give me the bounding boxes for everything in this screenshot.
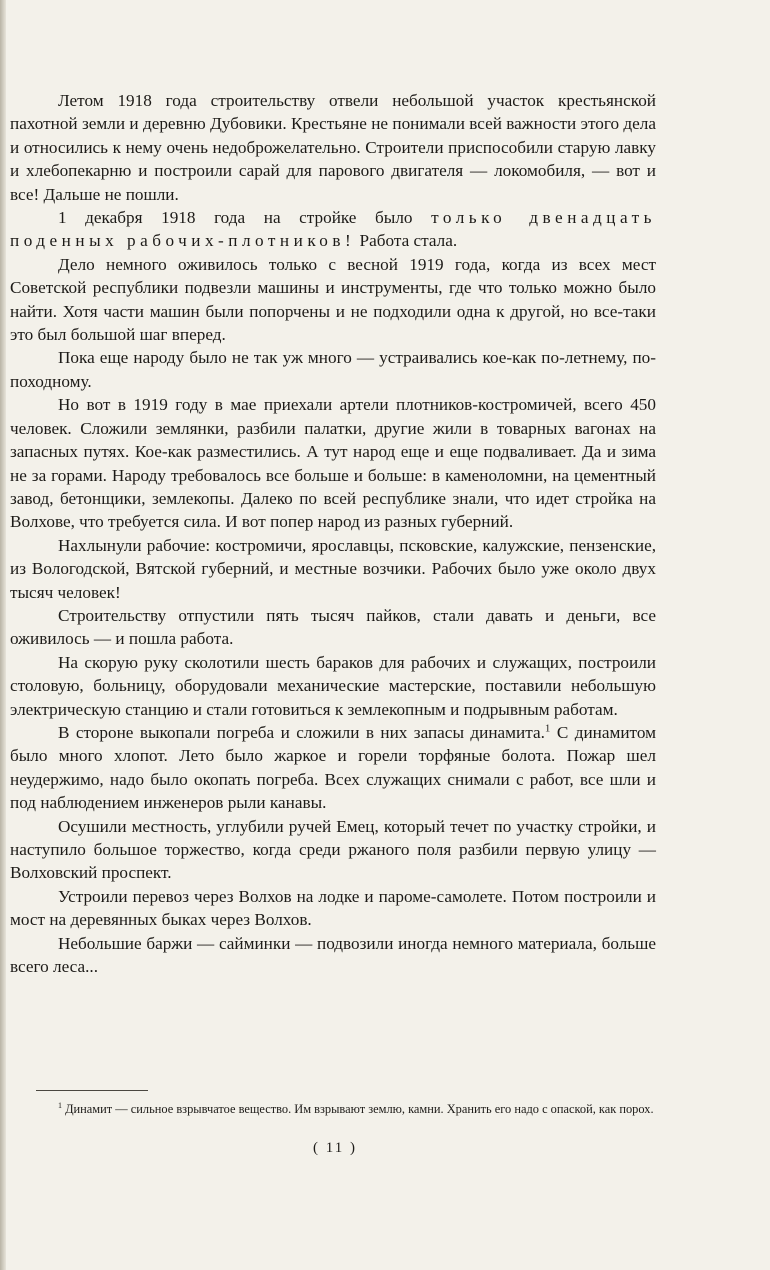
paragraph-9 bbox=[10, 721, 656, 815]
paragraph-3: Дело немного оживилось только с весной 1919 года, когда из всех мест Советской республики подвезли машины и инструменты, где что только можно было найти. Хотя части машин были попорчены и не подходили одна к другой, но все-таки это был большой шаг вперед. bbox=[10, 254, 656, 345]
paragraph-5: Но вот в 1919 году в мае приехали артели плотников-костромичей, всего 450 человек. Сложили землянки, разбили палатки, другие жили в товарных вагонах на запасных путях. Кое-как разместились. А тут народ еще и еще подваливает. Да и зима не за горами. Народу требовалось все больше и больше: в каменоломни, на цементный завод, бетонщики, землекопы. Далеко по всей республике знали, что идет стройка на Волхове, что требуется сила. И вот попер народ из разных губерний. bbox=[10, 395, 656, 532]
paragraph-8: На скорую руку сколотили шесть бараков для рабочих и служащих, построили столовую, больницу, оборудовали механические мастерские, поставили небольшую электрическую станцию и стали готовиться к землекопным и подрывным работам. bbox=[10, 652, 656, 719]
footnote-marker: 1 bbox=[58, 1101, 62, 1110]
paragraph-7: Строительству отпустили пять тысяч пайков, стали давать и деньги, все оживилось — и пошла работа. bbox=[10, 605, 656, 649]
paragraph-10: Осушили местность, углубили ручей Емец, который течет по участку стройки, и наступило большое торжество, когда среди ржаного поля разбили первую улицу — Волховский проспект. bbox=[10, 816, 656, 883]
paragraph-6: Нахлынули рабочие: костромичи, ярославцы, псковские, калужские, пензенские, из Вологодской, Вятской губерний, и местные возчики. Рабочих было уже около двух тысяч человек! bbox=[10, 535, 656, 602]
paragraph-1: Летом 1918 года строительству отвели небольшой участок крестьянской пахотной земли и деревню Дубовики. Крестьяне не понимали всей важности этого дела и относились к нему очень недоброжелательно. Строители приспособили старую лавку и хлебопекарню и построили сарай для парового двигателя — локомобиля, — вот и все! Дальше не пошли. bbox=[10, 91, 656, 204]
body-text bbox=[10, 89, 656, 978]
paragraph-4: Пока еще народу было не так уж много — устраивались кое-как по-летнему, по-походному. bbox=[10, 348, 656, 391]
footnote-text: Динамит — сильное взрывчатое вещество. Им взрывают землю, камни. Хранить его надо с опаской, как порох. bbox=[62, 1102, 654, 1117]
paragraph-9-start: В стороне выкопали погреба и сложили в них запасы динамита. bbox=[58, 722, 545, 742]
paragraph-11: Устроили перевоз через Волхов на лодке и пароме-самолете. Потом построили и мост на деревянных быках через Волхов. bbox=[10, 886, 656, 930]
page-number: ( 11 ) bbox=[313, 1140, 357, 1156]
paragraph-9-end: С динамитом было много хлопот. Лето было жаркое и горели торфяные болота. Пожар шел неудержимо, надо было окопать погреба. Всех служащих снимали с работ, все шли и под наблюдением инженеров рыли канавы. bbox=[10, 722, 656, 813]
footnote-divider bbox=[36, 1090, 148, 1091]
footnote-reference: 1 bbox=[544, 722, 551, 735]
footnote bbox=[10, 1097, 656, 1118]
page-edge-shadow bbox=[0, 0, 6, 1270]
paragraph-2-end: Работа стала. bbox=[355, 231, 458, 251]
emphasized-spaced-text: только двенадцать поденных рабочих-плотников! bbox=[10, 208, 656, 251]
paragraph-2 bbox=[10, 206, 656, 253]
paragraph-2-start: 1 декабря 1918 года на стройке было bbox=[58, 208, 432, 228]
paragraph-12: Небольшие баржи — сайминки — подвозили иногда немного материала, больше всего леса... bbox=[10, 933, 656, 977]
